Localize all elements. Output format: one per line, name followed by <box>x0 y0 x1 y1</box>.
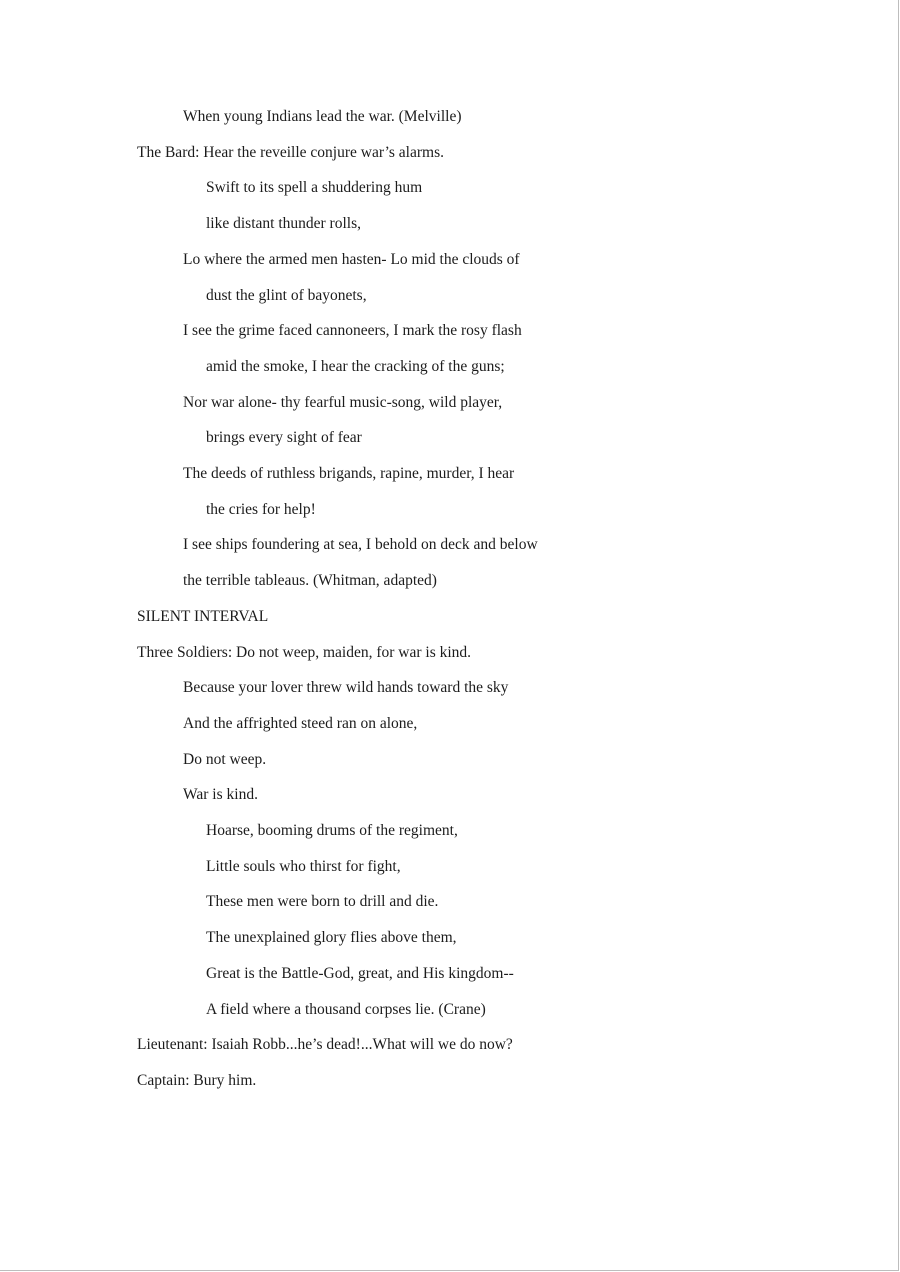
text-line: Lieutenant: Isaiah Robb...he’s dead!...What will we do now? <box>137 1036 513 1054</box>
text-line: Nor war alone- thy fearful music-song, wild player, <box>183 393 503 411</box>
text-line: A field where a thousand corpses lie. (Crane) <box>206 1000 486 1018</box>
text-line: Lo where the armed men hasten- Lo mid the clouds of <box>183 250 520 268</box>
text-line: I see the grime faced cannoneers, I mark the rosy flash <box>183 322 522 340</box>
text-line: The Bard: Hear the reveille conjure war’s alarms. <box>137 143 444 161</box>
text-line: Little souls who thirst for fight, <box>206 857 401 875</box>
text-line: dust the glint of bayonets, <box>206 286 367 304</box>
text-line: War is kind. <box>183 786 258 804</box>
text-line: brings every sight of fear <box>206 429 362 447</box>
text-line: The deeds of ruthless brigands, rapine, murder, I hear <box>183 465 515 482</box>
text-line: These men were born to drill and die. <box>206 893 439 911</box>
text-line: Do not weep. <box>183 750 267 768</box>
text-line: Swift to its spell a shuddering hum <box>206 179 423 197</box>
text-line: Great is the Battle-God, great, and His kingdom-- <box>206 964 514 982</box>
text-line: Because your lover threw wild hands toward the sky <box>183 679 509 697</box>
text-line: like distant thunder rolls, <box>206 215 361 233</box>
text-line: amid the smoke, I hear the cracking of the guns; <box>206 357 505 375</box>
text-line: Captain: Bury him. <box>137 1071 257 1089</box>
text-line: I see ships foundering at sea, I behold on deck and below <box>183 536 538 554</box>
text-line: the terrible tableaus. (Whitman, adapted) <box>183 572 437 590</box>
text-line: Hoarse, booming drums of the regiment, <box>206 822 458 839</box>
text-line: Three Soldiers: Do not weep, maiden, for war is kind. <box>137 643 472 661</box>
text-line: The unexplained glory flies above them, <box>206 929 457 947</box>
text-line: the cries for help! <box>206 500 316 518</box>
text-line: SILENT INTERVAL <box>137 607 269 625</box>
text-line: When young Indians lead the war. (Melville) <box>183 108 462 125</box>
text-line: And the affrighted steed ran on alone, <box>183 714 418 732</box>
